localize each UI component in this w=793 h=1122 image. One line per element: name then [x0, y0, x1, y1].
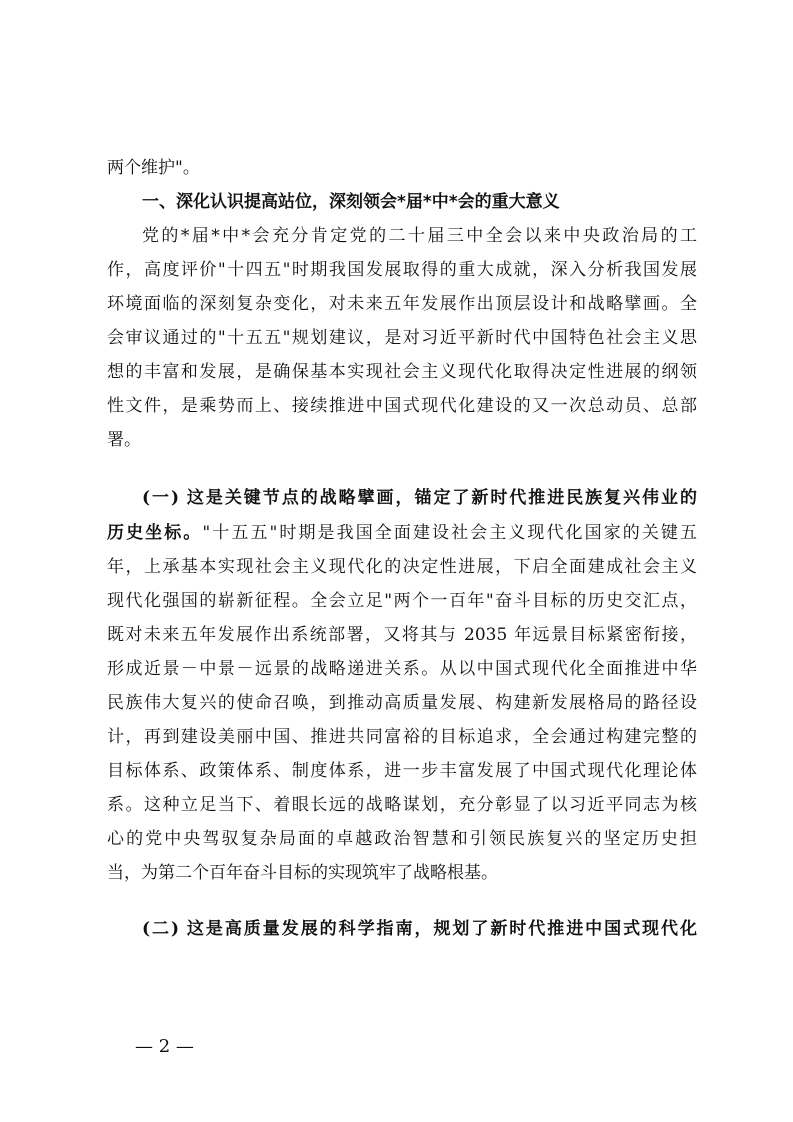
paragraph-2-line: 目标体系、政策体系、制度体系，进一步丰富发展了中国式现代化理论体: [107, 761, 697, 781]
paragraph-2-line: 形成近景－中景－远景的战略递进关系。从以中国式现代化全面推进中华: [107, 659, 697, 679]
subsection-1-title: (一) 这是关键节点的战略擘画，锚定了新时代推进民族复兴伟业的: [142, 488, 697, 508]
paragraph-2-line: 当，为第二个百年奋斗目标的实现筑牢了战略根基。: [107, 863, 498, 883]
paragraph-2-text: "十五五"时期是我国全面建设社会主义现代化国家的关键五: [202, 523, 697, 543]
paragraph-1-line: 署。: [107, 430, 141, 450]
page-number: — 2 —: [135, 1036, 194, 1057]
paragraph-1-line: 想的丰富和发展，是确保基本实现社会主义现代化取得决定性进展的纲领: [107, 362, 697, 382]
paragraph-1-line: 作，高度评价"十四五"时期我国发展取得的重大成就，深入分析我国发展: [107, 260, 697, 280]
paragraph-2-line: 年，上承基本实现社会主义现代化的决定性进展，下启全面建成社会主义: [107, 557, 697, 577]
paragraph-2-line: 心的党中央驾驭复杂局面的卓越政治智慧和引领民族复兴的坚定历史担: [107, 829, 697, 849]
continued-text-line: 两个维护"。: [107, 158, 200, 178]
paragraph-2-line: 民族伟大复兴的使命召唤，到推动高质量发展、构建新发展格局的路径设: [107, 693, 697, 713]
paragraph-1-line: 性文件，是乘势而上、接续推进中国式现代化建设的又一次总动员、总部: [107, 396, 697, 416]
paragraph-1-line: 环境面临的深刻复杂变化，对未来五年发展作出顶层设计和战略擘画。全: [107, 294, 697, 314]
paragraph-1-line: 会审议通过的"十五五"规划建议，是对习近平新时代中国特色社会主义思: [107, 328, 697, 348]
paragraph-1-line: 党的*届*中*会充分肯定党的二十届三中全会以来中央政治局的工: [142, 226, 697, 246]
paragraph-2-line: 计，再到建设美丽中国、推进共同富裕的目标追求，全会通过构建完整的: [107, 727, 697, 747]
paragraph-2-line: 系。这种立足当下、着眼长远的战略谋划，充分彰显了以习近平同志为核: [107, 795, 697, 815]
subsection-1-title-tail: 历史坐标。: [107, 523, 203, 543]
paragraph-2-line: 现代化强国的崭新征程。全会立足"两个一百年"奋斗目标的历史交汇点，: [107, 591, 697, 611]
paragraph-2-line: 既对未来五年发展作出系统部署，又将其与 2035 年远景目标紧密衔接，: [107, 625, 697, 645]
subsection-2-title: (二) 这是高质量发展的科学指南，规划了新时代推进中国式现代化: [142, 919, 697, 939]
paragraph-2-first-line: [107, 516, 697, 550]
section-heading: 一、深化认识提高站位，深刻领会*届*中*会的重大意义: [142, 192, 560, 212]
